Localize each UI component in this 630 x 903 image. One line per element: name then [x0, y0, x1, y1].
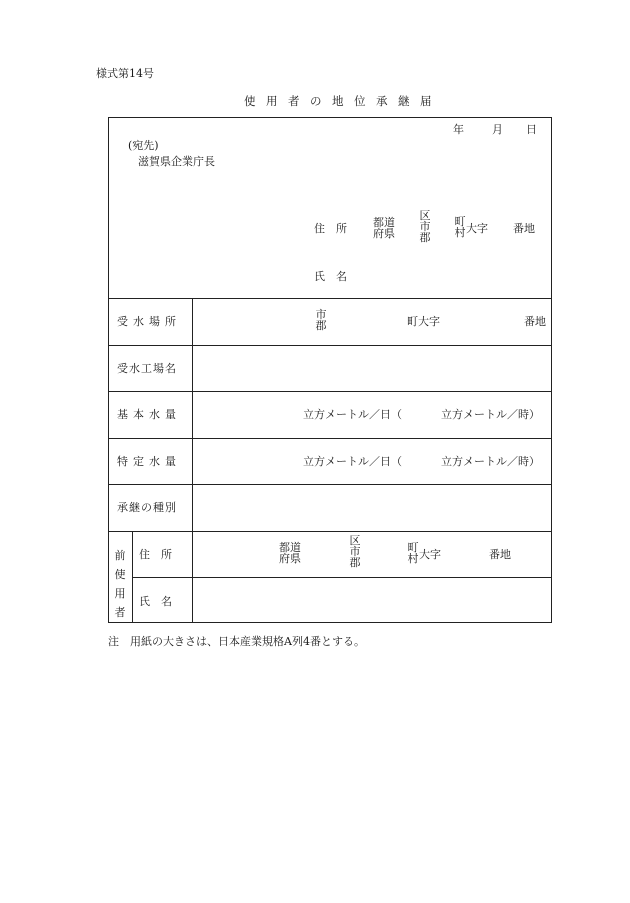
form-table [108, 117, 552, 623]
addressee: 滋賀県企業庁長 [138, 155, 215, 168]
receiving-place-label: 受水場所 [117, 315, 181, 328]
row-divider [133, 577, 551, 578]
previous-user-prefecture-kanji: 都道 府県 [279, 541, 301, 565]
previous-user-town-village: 町 村 [407, 541, 419, 565]
addressee-paren: (宛先) [128, 139, 159, 152]
town-village: 町 村 [454, 215, 466, 239]
row-divider [109, 484, 551, 485]
form-title: 使用者の地位承継届 [244, 94, 442, 108]
succession-type-label: 承継の種別 [117, 501, 177, 514]
receiving-place-city-county: 市 郡 [315, 308, 327, 332]
date-day: 日 [526, 123, 537, 136]
date-month: 月 [492, 123, 503, 136]
basic-volume-per-hour: 立方メートル／時） [441, 408, 540, 421]
previous-user-oaza: 大字 [419, 548, 441, 561]
previous-user-label: 前 使 用 者 [114, 549, 126, 619]
receiving-place-banchi: 番地 [524, 315, 546, 328]
factory-name-label: 受水工場名 [117, 362, 177, 375]
specified-volume-per-hour: 立方メートル／時） [441, 455, 540, 468]
row-divider [109, 298, 551, 299]
row-divider [109, 438, 551, 439]
ward-city-county: 区 市 郡 [419, 209, 431, 244]
form-number: 様式第14号 [96, 67, 154, 80]
date-year: 年 [453, 123, 464, 136]
applicant-address-label: 住 所 [314, 222, 347, 235]
basic-volume-per-day: 立方メートル／日（ [303, 408, 402, 421]
specified-volume-label: 特定水量 [117, 455, 181, 468]
banchi: 番地 [513, 222, 535, 235]
row-divider [109, 345, 551, 346]
paper-size-note: 注 用紙の大きさは、日本産業規格A列4番とする。 [108, 635, 365, 648]
receiving-place-town-oaza: 町大字 [407, 315, 440, 328]
previous-user-name-label: 氏 名 [139, 595, 172, 608]
previous-user-ward-city-county: 区 市 郡 [349, 534, 361, 569]
label-column-divider [192, 298, 193, 622]
row-divider [109, 391, 551, 392]
specified-volume-per-day: 立方メートル／日（ [303, 455, 402, 468]
applicant-name-label: 氏 名 [314, 270, 347, 283]
prefecture-kanji: 都道 府県 [373, 216, 395, 240]
previous-user-banchi: 番地 [489, 548, 511, 561]
row-divider [109, 531, 551, 532]
previous-user-address-label: 住 所 [139, 548, 172, 561]
prev-user-column-divider [132, 531, 133, 622]
basic-volume-label: 基本水量 [117, 408, 181, 421]
oaza: 大字 [466, 222, 488, 235]
